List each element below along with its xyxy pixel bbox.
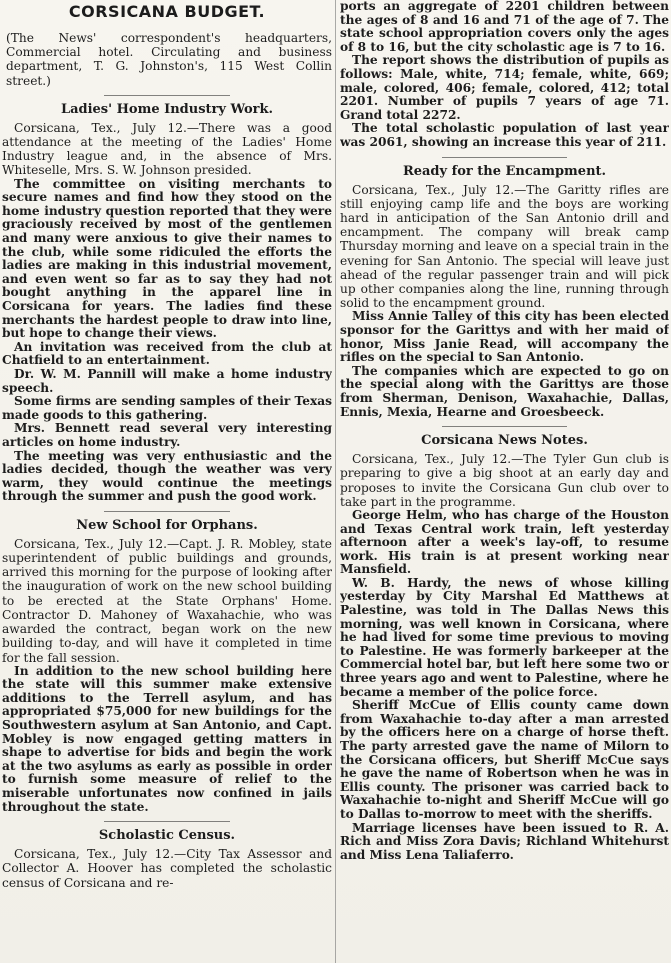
paragraph: Corsicana, Tex., July 12.—Capt. J. R. Mobley, state superintendent of public buildings and grounds, arrived this morning for the purpose of looking after the inauguration of work on the new school building to be erected at the State Orphans' Home. Contractor D. Mahoney of Waxahachie, who was awarded the contract, began work on the new building to-day, and will have it completed in time for the fall session. bbox=[2, 536, 332, 665]
paragraph: In addition to the new school building here the state will this summer make extensive additions to the Terrell asylum, and has appropriated $75,000 for new buildings for the Southwestern asylum at San Antonio, and Capt. Mobley is now engaged getting matters in shape to advertise for bids and begin the work at the two asylums as early as possible in order to furnish some measure of relief to the miserable unfortunates now confined in jails throughout the state. bbox=[2, 663, 332, 814]
paragraph: George Helm, who has charge of the Houston and Texas Central work train, left yesterday afternoon after a week's lay-off, to resume work. His train is at present working near Mansfield. bbox=[340, 507, 669, 577]
paragraph: Some firms are sending samples of their Texas made goods to this gathering. bbox=[2, 394, 332, 422]
article-heading: Corsicana News Notes. bbox=[421, 433, 588, 449]
separator bbox=[104, 511, 229, 512]
column-rule bbox=[335, 0, 336, 963]
article-scholastic-census-continued bbox=[340, 0, 669, 150]
article-corsicana-news-notes bbox=[340, 426, 669, 862]
separator bbox=[104, 95, 229, 96]
paragraph: The companies which are expected to go on the special along with the Garittys are those from Sherman, Denison, Waxahachie, Dallas, Ennis, Mexia, Hearne and Groesbeeck. bbox=[340, 363, 669, 419]
paragraph: Corsicana, Tex., July 12.—The Garitty rifles are still enjoying camp life and the boys are working hard in anticipation of the San Antonio drill and encampment. The company will break camp Thursday morning and leave on a special train in the evening for San Antonio. The special will leave just ahead of the regular passenger train and will pick up other companies along the line, running through solid to the encampment ground. bbox=[340, 182, 669, 311]
paragraph: Corsicana, Tex., July 12.—The Tyler Gun club is preparing to give a big shoot at an early day and proposes to invite the Corsicana Gun club over to take part in the programme. bbox=[340, 452, 669, 509]
article-heading: Scholastic Census. bbox=[98, 828, 236, 844]
article-scholastic-census bbox=[2, 821, 332, 890]
separator bbox=[104, 821, 229, 822]
paragraph: An invitation was received from the club at Chatfield to an entertainment. bbox=[2, 339, 332, 368]
paragraph: The report shows the distribution of pupils as follows: Male, white, 714; female, white, 669; male, colored, 406; female, colored, 412; total 2201. Number of pupils 7 years of age 71. Grand total 2272. bbox=[340, 53, 669, 122]
paragraph: W. B. Hardy, the news of whose killing yesterday by City Marshal Ed Matthews at Palestine, was told in The Dallas News this morning, was well known in Corsicana, where he had lived for some time previous to moving to Palestine. He was formerly barkeeper at the Commercial hotel bar, but left here some two or three years ago and went to Palestine, where he became a member of the police force. bbox=[340, 575, 669, 699]
headquarters-note: (The News' correspondent's headquarters, Commercial hotel. Circulating and business department, T. G. Johnston's, 115 West Collin street.) bbox=[6, 31, 332, 88]
separator bbox=[442, 426, 567, 427]
paragraph: Dr. W. M. Pannill will make a home industry speech. bbox=[2, 366, 332, 395]
left-column bbox=[2, 0, 332, 963]
article-new-school-orphans bbox=[2, 511, 332, 814]
article-ready-encampment bbox=[340, 157, 669, 420]
article-heading: Ready for the Encampment. bbox=[402, 163, 607, 179]
paragraph: The meeting was very enthusiastic and the ladies decided, though the weather was very warm, they would continue the meetings through the summer and push the good work. bbox=[2, 448, 332, 504]
paragraph: The total scholastic population of last year was 2061, showing an increase this year of 211. bbox=[340, 121, 669, 149]
masthead: CORSICANA BUDGET. bbox=[68, 2, 266, 21]
right-column bbox=[340, 0, 669, 963]
article-ladies-home-industry bbox=[2, 95, 332, 504]
paragraph: Corsicana, Tex., July 12.—City Tax Assessor and Collector A. Hoover has completed the scholastic census of Corsicana and re- bbox=[2, 847, 332, 890]
paragraph: ports an aggregate of 2201 children between the ages of 8 and 16 and 71 of the age of 7. The state school appropriation covers only the ages of 8 to 16, but the city scholastic age is 7 to 16. bbox=[340, 0, 669, 54]
paragraph: Sheriff McCue of Ellis county came down from Waxahachie to-day after a man arrested by the officers here on a charge of horse theft. The party arrested gave the name of Milorn to the Corsicana officers, but Sheriff McCue says he gave the name of Robertson when he was in Ellis county. The prisoner was carried back to Waxahachie to-night and Sheriff McCue will go to Dallas to-morrow to meet with the sheriffs. bbox=[340, 698, 669, 821]
paragraph: Miss Annie Talley of this city has been elected sponsor for the Garittys and with her maid of honor, Miss Janie Read, will accompany the rifles on the special to San Antonio. bbox=[340, 309, 669, 365]
article-heading: New School for Orphans. bbox=[76, 517, 258, 533]
separator bbox=[442, 157, 567, 158]
paragraph: Marriage licenses have been issued to R. A. Rich and Miss Zora Davis; Richland Whitehurst and Miss Lena Taliaferro. bbox=[340, 820, 669, 862]
paragraph: The committee on visiting merchants to secure names and find how they stood on the home industry question reported that they were graciously received by most of the gentlemen and many were anxious to give their names to the club, while some ridiculed the efforts the ladies are making in this industrial movement, and even went so far as to say they had not bought anything in the apparel line in Corsicana for years. The ladies find these merchants the hardest people to draw into line, but hope to change their views. bbox=[2, 176, 332, 341]
paragraph: Mrs. Bennett read several very interesting articles on home industry. bbox=[2, 421, 332, 449]
article-heading: Ladies' Home Industry Work. bbox=[60, 101, 274, 117]
paragraph: Corsicana, Tex., July 12.—There was a good attendance at the meeting of the Ladies' Home Industry league and, in the absence of Mrs. Whiteselle, Mrs. S. W. Johnson presided. bbox=[2, 120, 332, 178]
